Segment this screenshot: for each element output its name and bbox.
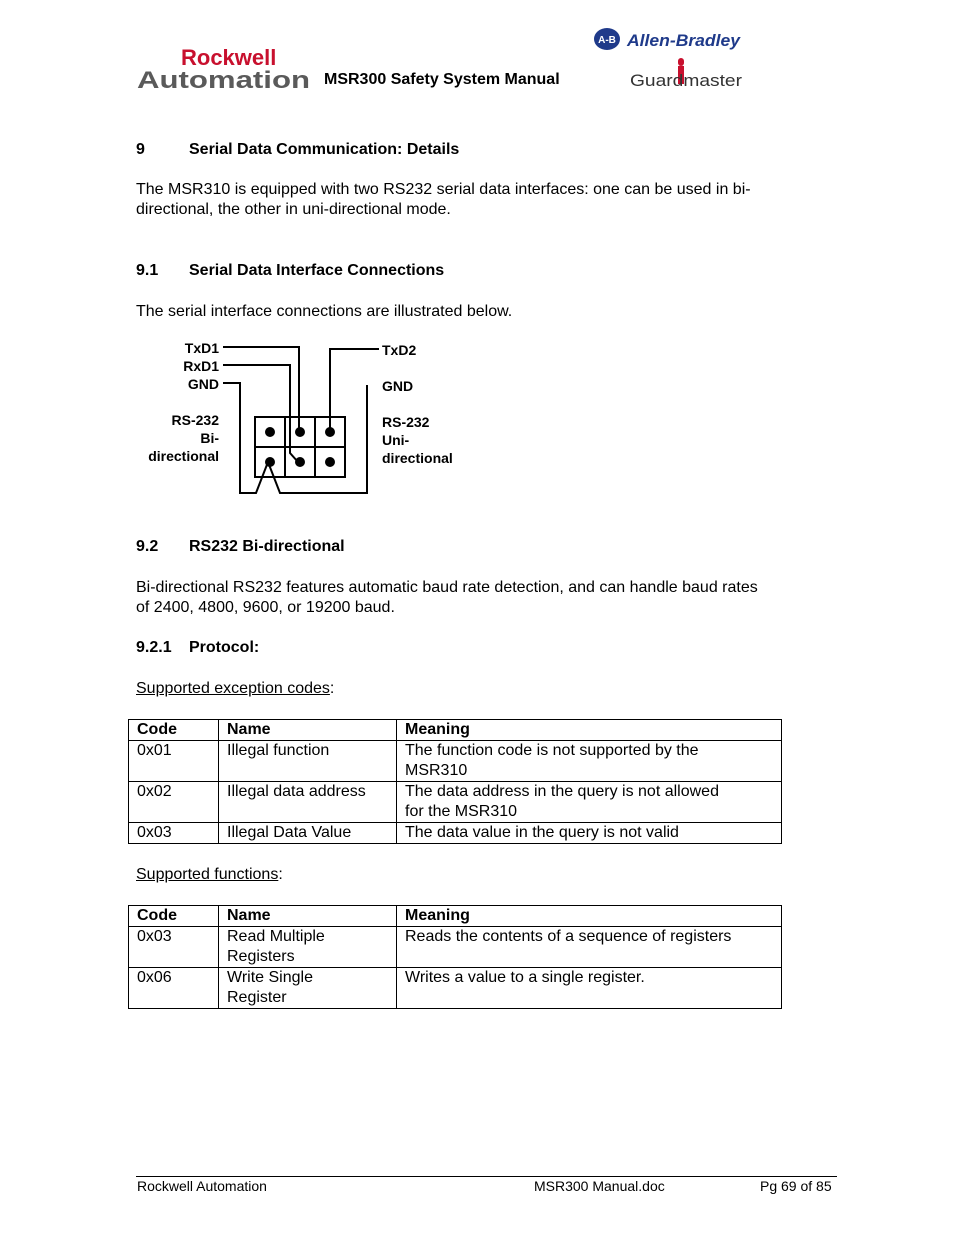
section-9-1-heading — [136, 262, 444, 280]
name-cell: Illegal Data Value — [219, 823, 397, 844]
section-number: 9.2.1 — [136, 639, 172, 656]
exception-codes-caption: Supported exception codes: — [136, 680, 335, 697]
wiring-lines — [223, 347, 379, 493]
meaning-cell: Writes a value to a single register. — [397, 968, 782, 1009]
rs232-uni-label-line3: directional — [382, 450, 453, 466]
logo-automation-text: Automation — [137, 67, 310, 92]
section-9-heading — [136, 141, 459, 159]
meaning-cell: The data address in the query is not allowed for the MSR310 — [397, 782, 782, 823]
section-title: Serial Data Communication: Details — [189, 141, 460, 158]
pin — [325, 457, 335, 467]
serial-connector-diagram — [130, 335, 475, 500]
table-header-row — [129, 906, 782, 927]
name-cell: Illegal function — [219, 741, 397, 782]
gnd-right-label: GND — [382, 378, 414, 394]
section-title: Serial Data Interface Connections — [189, 262, 445, 279]
section-number: 9.1 — [136, 262, 159, 279]
pin — [325, 427, 335, 437]
guard-hat-icon — [678, 58, 684, 66]
exception-codes-label: Supported exception codes — [136, 680, 330, 697]
name-cell: Read Multiple Registers — [219, 927, 397, 968]
section-9-1-paragraph: The serial interface connections are illustrated below. — [136, 303, 513, 320]
manual-title: MSR300 Safety System Manual — [324, 71, 560, 88]
gnd-left-label: GND — [187, 376, 219, 392]
footer-page-number: Pg 69 of 85 — [760, 1178, 832, 1194]
header-cell: Name — [219, 906, 397, 927]
section-number: 9.2 — [136, 538, 159, 555]
table-row — [129, 968, 782, 1009]
header-cell: Code — [129, 720, 219, 741]
header-cell: Name — [219, 720, 397, 741]
rockwell-automation-logo — [137, 44, 312, 92]
section-number: 9 — [136, 141, 145, 158]
functions-table — [128, 905, 782, 1009]
pin — [265, 427, 275, 437]
rs232-uni-label-line2: Uni- — [382, 432, 410, 448]
rs232-bi-label-line2: Bi- — [200, 430, 219, 446]
code-cell: 0x03 — [129, 927, 219, 968]
section-9-2-1-heading — [136, 639, 259, 657]
table-row — [129, 927, 782, 968]
table-row — [129, 823, 782, 844]
paragraph-line: directional, the other in uni-directional mode. — [136, 201, 451, 218]
footer-document: MSR300 Manual.doc — [534, 1178, 665, 1194]
allen-bradley-logo — [594, 24, 744, 54]
header-cell: Meaning — [397, 906, 782, 927]
table-row — [129, 782, 782, 823]
section-9-2-heading — [136, 538, 345, 556]
meaning-cell: The function code is not supported by the MSR310 — [397, 741, 782, 782]
code-cell: 0x01 — [129, 741, 219, 782]
table-row — [129, 741, 782, 782]
pin — [295, 457, 305, 467]
functions-caption: Supported functions: — [136, 866, 283, 883]
name-cell: Illegal data address — [219, 782, 397, 823]
paragraph-line: Bi-directional RS232 features automatic baud rate detection, and can handle baud rates — [136, 579, 758, 596]
txd1-label: TxD1 — [184, 340, 219, 356]
header-cell: Code — [129, 906, 219, 927]
section-9-2-paragraph — [136, 578, 836, 618]
logo-rockwell-text: Rockwell — [181, 45, 277, 70]
section-title: RS232 Bi-directional — [189, 538, 345, 555]
rs232-uni-label-line1: RS-232 — [382, 414, 430, 430]
meaning-cell: Reads the contents of a sequence of registers — [397, 927, 782, 968]
footer-company: Rockwell Automation — [137, 1178, 267, 1194]
code-cell: 0x06 — [129, 968, 219, 1009]
meaning-cell: The data value in the query is not valid — [397, 823, 782, 844]
rs232-bi-label-line1: RS-232 — [171, 412, 219, 428]
pin — [265, 457, 275, 467]
gm-brand-text: Guardmaster — [630, 71, 743, 90]
name-cell: Write Single Register — [219, 968, 397, 1009]
footer-divider — [136, 1176, 837, 1177]
functions-label: Supported functions — [136, 866, 279, 883]
exception-codes-table — [128, 719, 782, 844]
header-cell: Meaning — [397, 720, 782, 741]
txd2-label: TxD2 — [382, 342, 417, 358]
ab-badge-text: A-B — [598, 35, 616, 46]
code-cell: 0x02 — [129, 782, 219, 823]
ab-brand-text: Allen-Bradley — [625, 31, 742, 50]
section-title: Protocol: — [189, 639, 260, 656]
rs232-bi-label-line3: directional — [148, 448, 219, 464]
paragraph-line: of 2400, 4800, 9600, or 19200 baud. — [136, 599, 395, 616]
section-9-paragraph — [136, 180, 836, 220]
pin — [295, 427, 305, 437]
rxd1-label: RxD1 — [183, 358, 219, 374]
guardmaster-logo — [628, 56, 746, 92]
code-cell: 0x03 — [129, 823, 219, 844]
paragraph-line: The MSR310 is equipped with two RS232 serial data interfaces: one can be used in bi- — [136, 181, 751, 198]
table-header-row — [129, 720, 782, 741]
